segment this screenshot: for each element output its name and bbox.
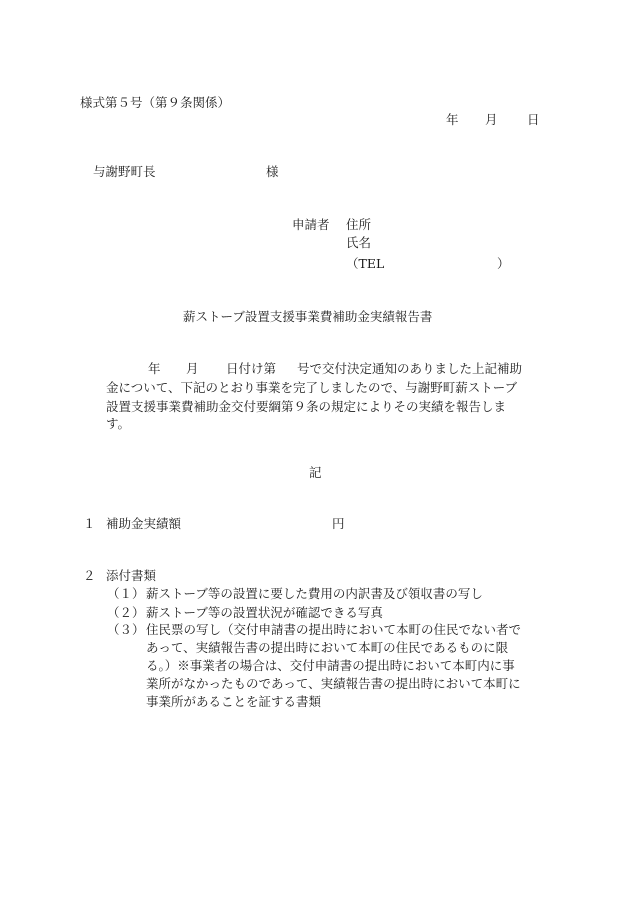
date-year-label: 年 <box>446 112 459 127</box>
applicant-tel-open: （TEL <box>346 256 385 271</box>
body-line1-rest: 号で交付決定通知のありました上記補助 <box>297 361 523 376</box>
recipient-title: 与謝野町長 <box>93 164 156 179</box>
attachment-item-3-text-line5: 事業所があることを証する書類 <box>146 694 322 709</box>
body-line1-year: 年 <box>148 361 161 376</box>
body-line4: す。 <box>106 416 131 431</box>
section2-number: ２ <box>83 568 96 583</box>
body-line1-month: 月 <box>186 361 199 376</box>
attachment-item-3-text-line2: あって、実績報告書の提出時において本町の住民であるものに限 <box>146 640 509 655</box>
section1-number: １ <box>83 516 96 531</box>
attachment-item-3-number: （３） <box>107 622 145 637</box>
applicant-tel-close: ） <box>497 256 510 271</box>
applicant-address-label: 住所 <box>346 217 372 232</box>
applicant-label: 申請者 <box>292 217 330 232</box>
attachment-item-3-text-line1: 住民票の写し（交付申請書の提出時において本町の住民でない者で <box>146 622 522 637</box>
section1-unit: 円 <box>332 516 345 531</box>
body-line2: 金について、下記のとおり事業を完了しましたので、与謝野町薪ストーブ <box>106 380 518 395</box>
attachment-item-2-number: （２） <box>107 605 145 620</box>
section2-label: 添付書類 <box>106 568 157 583</box>
date-month-label: 月 <box>485 112 498 127</box>
form-number: 様式第５号（第９条関係） <box>80 95 231 110</box>
recipient-honorific: 様 <box>266 164 279 179</box>
body-line3: 設置支援事業費補助金交付要綱第９条の規定によりその実績を報告しま <box>106 399 507 414</box>
attachment-item-1-number: （１） <box>107 586 145 601</box>
attachment-item-1-text: 薪ストーブ等の設置に要した費用の内訳書及び領収書の写し <box>146 586 483 601</box>
body-line1-day-suffix: 日付け第 <box>226 361 277 376</box>
applicant-name-label: 氏名 <box>346 235 372 250</box>
attachment-item-2-text: 薪ストーブ等の設置状況が確認できる写真 <box>146 605 383 620</box>
section1-label: 補助金実績額 <box>106 516 182 531</box>
document-title: 薪ストーブ設置支援事業費補助金実績報告書 <box>183 309 433 324</box>
date-day-label: 日 <box>527 112 540 127</box>
attachment-item-3-text-line3: る。）※事業者の場合は、交付申請書の提出時において本町内に事 <box>146 658 515 673</box>
ki-heading: 記 <box>309 465 322 480</box>
attachment-item-3-text-line4: 業所がなかったものであって、実績報告書の提出時において本町に <box>146 676 521 691</box>
